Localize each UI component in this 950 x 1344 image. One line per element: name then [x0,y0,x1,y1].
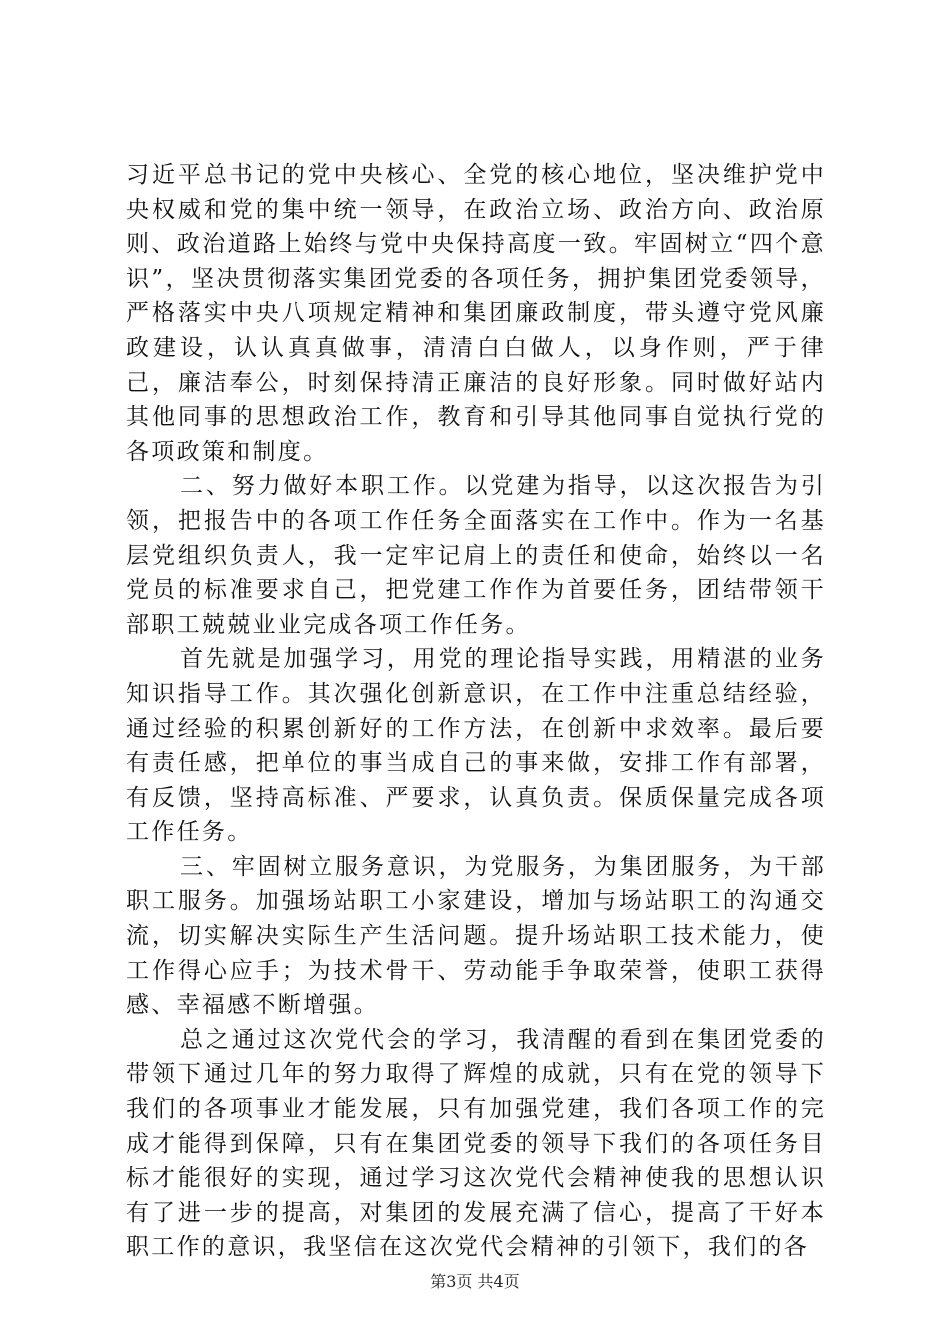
paragraph-5: 总之通过这次党代会的学习，我清醒的看到在集团党委的带领下通过几年的努力取得了辉煌的成就，只有在党的领导下我们的各项事业才能发展，只有加强党建，我们各项工作的完成才能得到保障，只有在集团党委的领导下我们的各项任务目标才能很好的实现，通过学习这次党代会精神使我的思想认识有了进一步的提高，对集团的发展充满了信心，提高了干好本职工作的意识，我坚信在这次党代会精神的引领下，我们的各 [126,1026,826,1261]
paragraph-4: 三、牢固树立服务意识，为党服务，为集团服务，为干部职工服务。加强场站职工小家建设，增加与场站职工的沟通交流，切实解决实际生产生活问题。提升场站职工技术能力，使工作得心应手；为技术骨干、劳动能手争取荣誉，使职工获得感、幸福感不断增强。 [126,853,826,1019]
page-number-footer: 第3页 共4页 [430,1272,520,1291]
paragraph-1: 习近平总书记的党中央核心、全党的核心地位，坚决维护党中央权威和党的集中统一领导，在政治立场、政治方向、政治原则、政治道路上始终与党中央保持高度一致。牢固树立“四个意识”，坚决贯彻落实集团党委的各项任务，拥护集团党委领导，严格落实中央八项规定精神和集团廉政制度，带头遵守党风廉政建设，认认真真做事，清清白白做人，以身作则，严于律己，廉洁奉公，时刻保持清正廉洁的良好形象。同时做好站内其他同事的思想政治工作，教育和引导其他同事自觉执行党的各项政策和制度。 [126,162,826,465]
document-body [126,158,826,1265]
paragraph-2: 二、努力做好本职工作。以党建为指导，以这次报告为引领，把报告中的各项工作任务全面落实在工作中。作为一名基层党组织负责人，我一定牢记肩上的责任和使命，始终以一名党员的标准要求自己，把党建工作作为首要任务，团结带领干部职工兢兢业业完成各项工作任务。 [126,473,826,638]
paragraph-3: 首先就是加强学习，用党的理论指导实践，用精湛的业务知识指导工作。其次强化创新意识，在工作中注重总结经验，通过经验的积累创新好的工作方法，在创新中求效率。最后要有责任感，把单位的事当成自己的事来做，安排工作有部署，有反馈，坚持高标准、严要求，认真负责。保质保量完成各项工作任务。 [126,646,826,846]
